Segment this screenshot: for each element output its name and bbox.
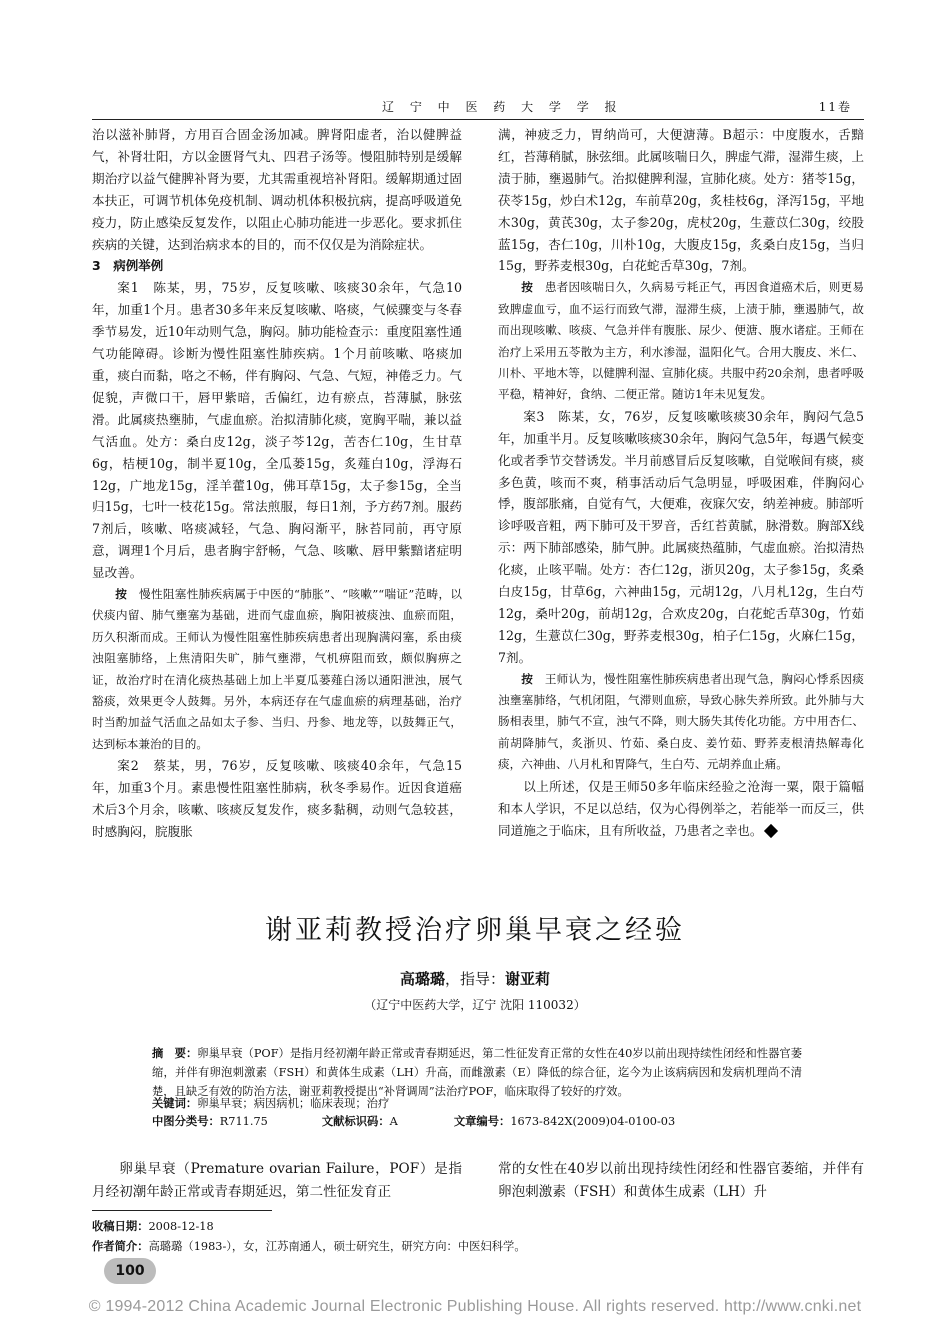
- footnote-rule: [92, 1210, 272, 1211]
- section-heading: 3 病例举例: [92, 258, 164, 274]
- advisor-label: ，指导：: [444, 970, 505, 988]
- bio-label: 作者简介：: [92, 1240, 149, 1253]
- intro-left: [92, 1158, 462, 1204]
- case-2: 案2 蔡某，男，76岁，反复咳嗽、咳痰40余年，气急15年，加重3个月。素患慢性阻塞性肺病，秋冬季易作。近因食道癌术后3个月余，咳嗽、咳痰反复发作，痰多黏稠，动则气急较甚，时感胸闷，脘腹胀: [92, 758, 462, 839]
- note-1: [92, 584, 462, 755]
- note-3: [498, 669, 864, 776]
- clc-value: R711.75: [219, 1115, 268, 1128]
- closing-paragraph: [498, 776, 864, 842]
- journal-name: 辽 宁 中 医 药 大 学 学 报: [382, 100, 623, 114]
- end-mark-icon: [764, 824, 778, 838]
- running-header: [92, 96, 864, 116]
- note-3-text: 王师认为，慢性阻塞性肺疾病患者出现气急，胸闷心悸系因痰浊壅塞肺络，气机闭阻，气滞则血瘀，导致心脉失养所致。此外肺与大肠相表里，肺气不宣，浊气不降，则大肠失其传化功能。方中用杏仁、前胡降肺气，炙浙贝、竹茹、桑白皮、姜竹茹、野荞麦根清热解毒化痰，六神曲、八月札和胃降气，生白芍、元胡养血止痛。: [498, 671, 864, 772]
- right-paragraph-1: 满，神疲乏力，胃纳尚可，大便溏薄。B超示：中度腹水，舌黯红，苔薄稍腻，脉弦细。此属咳喘日久，脾虚气滞，湿滞生痰，上渍于肺，壅遏肺气。治拟健脾利湿，宣肺化痰。处方：猪苓15g，茯苓15g，炒白术12g，车前草20g，炙桂枝6g，泽泻15g，平地木30g，黄芪30g，太子参20g，虎杖20g，生薏苡仁30g，绞股蓝15g，杏仁10g，川朴10g，大腹皮15g，炙桑白皮15g，当归15g，野荞麦根30g，白花蛇舌草30g，7剂。: [498, 127, 864, 274]
- copyright-watermark: © 1994-2012 China Academic Journal Electronic Publishing House. All rights reserved. http://www.cnki.net: [88, 1298, 862, 1315]
- doc-code-value: A: [389, 1115, 398, 1128]
- author-bio: [92, 1238, 792, 1256]
- right-column: [498, 124, 864, 841]
- article-id-label: 文章编号：: [453, 1115, 511, 1128]
- received-label: 收稿日期：: [92, 1220, 149, 1233]
- note-2: [498, 277, 864, 405]
- closing-text: 以上所述，仅是王师50多年临床经验之沧海一粟，限于篇幅和本人学识，不足以总结，仅为心得例举之，若能举一而反三，供同道施之于临床，且有所收益，乃患者之幸也。: [498, 778, 864, 838]
- doc-code-label: 文献标识码：: [321, 1115, 390, 1128]
- affiliation: （辽宁中医药大学，辽宁 沈阳 110032）: [364, 998, 586, 1012]
- author-name: 高璐璐: [399, 970, 445, 988]
- received-value: 2008-12-18: [148, 1220, 214, 1233]
- note-2-label: 按: [521, 280, 534, 295]
- intro-right: [498, 1158, 864, 1204]
- intro-left-text: 卵巢早衰（Premature ovarian Failure，POF）是指月经初潮年龄正常或青春期延迟，第二性征发育正: [92, 1161, 462, 1200]
- page-number: 100: [104, 1258, 156, 1284]
- keywords: [152, 1094, 802, 1113]
- volume-label: 11卷: [818, 100, 852, 114]
- case-3: 案3 陈某，女，76岁，反复咳嗽咳痰30余年，胸闷气急5年，加重半月。反复咳嗽咳痰30余年，胸闷气急5年，每遇气候变化或者季节交替诱发。半月前感冒后反复咳嗽，自觉喉间有痰，痰多色黄，咳而不爽，稍事活动后气急明显，呼吸困难，伴胸闷心悸，腹部胀痛，自觉有气，大便难，夜寐欠安，纳差神疲。肺部听诊呼吸音粗，两下肺可及干罗音，舌红苔黄腻，脉滑数。胸部X线示：两下肺部感染，肺气肿。此属痰热蕴肺，气虚血瘀。治拟清热化痰，止咳平喘。处方：杏仁12g，浙贝20g，太子参15g，炙桑白皮15g，甘草6g，六神曲15g，元胡12g，八月札12g，生白芍12g，桑叶20g，前胡12g，合欢皮20g，白花蛇舌草30g，竹茹12g，生薏苡仁30g，野荞麦根30g，柏子仁15g，火麻仁15g，7剂。: [498, 408, 864, 665]
- abstract-text: 卵巢早衰（POF）是指月经初潮年龄正常或青春期延迟，第二性征发育正常的女性在40岁以前出现持续性闭经和性器官萎缩，并伴有卵泡刺激素（FSH）和黄体生成素（LH）升高，而雌激素（E）降低的综合征，迄今为止该病病因和发病机理尚不清楚，且缺乏有效的防治方法，谢亚莉教授提出“补肾调周”法治疗POF，临床取得了较好的疗效。: [152, 1047, 802, 1098]
- received-date: [92, 1218, 792, 1236]
- case-1: 案1 陈某，男，75岁，反复咳嗽、咳痰30余年，气急10年，加重1个月。患者30多年来反复咳嗽、咯痰，气候骤变与冬春季节易发，近10年动则气急，胸闷。肺功能检查示：重度阻塞性通气功能障碍。诊断为慢性阻塞性肺疾病。1个月前咳嗽、咯痰加重，痰白而黏，咯之不畅，伴有胸闷、气急、气短，神倦乏力。气促貌，声微口干，唇甲紫暗，舌偏红，边有瘀点，苔薄腻，脉弦滑。此属痰热壅肺，气虚血瘀。治拟清肺化痰，宽胸平喘，兼以益气活血。处方：桑白皮12g，淡子芩12g，苦杏仁10g，生甘草6g，桔梗10g，制半夏10g，全瓜蒌15g，炙薤白10g，浮海石12g，广地龙15g，淫羊藿10g，佛耳草15g，太子参15g，全当归15g，七叶一枝花15g。常法煎服，每日1剂，予方药7剂。服药7剂后，咳嗽、咯痰减轻，气急、胸闷渐平，脉苔同前，再守原意，调理1个月后，患者胸宇舒畅，气急、咳嗽、唇甲紫黯诸症明显改善。: [92, 280, 462, 581]
- left-paragraph-1: 治以滋补肺肾，方用百合固金汤加减。脾肾阳虚者，治以健脾益气，补肾壮阳，方以金匮肾气丸、四君子汤等。慢阻肺特别是缓解期治疗以益气健脾补肾为要，尤其需重视培补肾阳。缓解期通过固本扶正，可调节机体免疫机制、调动机体积极抗病，提高呼吸道免疫力，防止感染反复发作，以阻止心肺功能进一步恶化。要求抓住疾病的关键，达到治病求本的目的，而不仅仅是为消除症状。: [92, 127, 462, 252]
- advisor-name: 谢亚莉: [505, 970, 551, 988]
- bio-text: 高璐璐（1983-），女，江苏南通人，硕士研究生，研究方向：中医妇科学。: [148, 1240, 526, 1253]
- keywords-label: 关键词：: [152, 1097, 198, 1110]
- note-1-text: 慢性阻塞性肺疾病属于中医的“肺胀”、“咳嗽”“喘证”范畴，以伏痰内留、肺气壅塞为基础，进而气虚血瘀，胸阳被痰浊、血瘀而阻，历久积渐而成。王师认为慢性阻塞性肺疾病患者出现胸满闷塞，系由痰浊阻塞肺络，上焦清阳失旷，肺气壅滞，气机痹阻而致，颇似胸痹之证，故治疗时在清化痰热基础上加上半夏瓜蒌薤白汤以通阳泄浊，展气豁痰，效果更令人鼓舞。另外，本病还存在气虚血瘀的病理基础，治疗时当酌加益气活血之品如太子参、当归、丹参、地龙等，以鼓舞正气，达到标本兼治的目的。: [92, 587, 462, 751]
- article-title: 谢亚莉教授治疗卵巢早衰之经验: [265, 915, 685, 946]
- header-rule: [92, 119, 864, 120]
- classification-line: [152, 1112, 852, 1131]
- intro-right-text: 常的女性在40岁以前出现持续性闭经和性器官萎缩，并伴有卵泡刺激素（FSH）和黄体生成素（LH）升: [498, 1161, 864, 1200]
- note-2-text: 患者因咳喘日久，久病易亏耗正气，再因食道癌术后，则更易致脾虚血亏，血不运行而致气滞，湿滞生痰，上渍于肺，壅遏肺气，故而出现咳嗽、咳痰、气急并伴有腹胀、尿少、便溏、腹水诸症。王师在治疗上采用五苓散为主方，利水渗湿，温阳化气。合用大腹皮、米仁、川朴、平地木等，以健脾利湿、宣肺化痰。共服中药20余剂，患者呼吸平稳，精神好，食纳、二便正常。随访1年未见复发。: [498, 280, 864, 402]
- keywords-text: 卵巢早衰；病因病机；临床表现；治疗: [197, 1097, 390, 1110]
- article-id-value: 1673-842X(2009)04-0100-03: [510, 1115, 676, 1128]
- abstract: [152, 1044, 802, 1101]
- clc-label: 中图分类号：: [152, 1115, 220, 1128]
- abstract-label: 摘 要：: [152, 1047, 198, 1060]
- note-3-label: 按: [521, 671, 534, 686]
- left-column: [92, 124, 462, 843]
- author-line: [0, 968, 950, 989]
- note-1-label: 按: [115, 587, 128, 602]
